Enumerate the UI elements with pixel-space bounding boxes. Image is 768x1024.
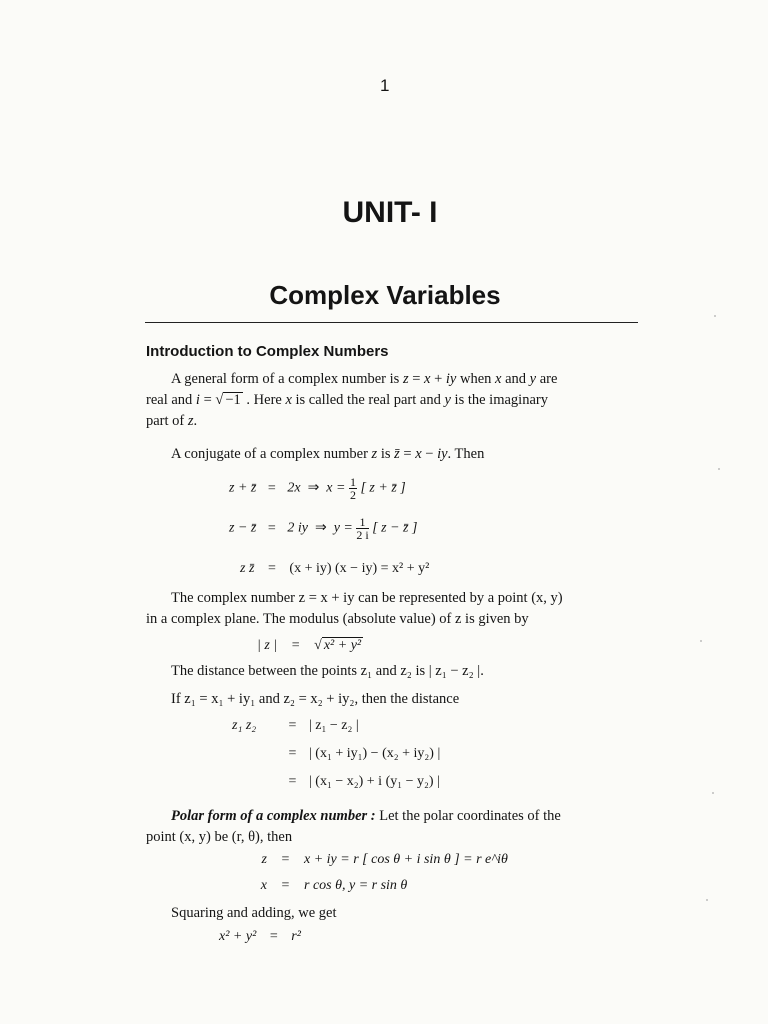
eq-lhs: | z | (257, 638, 278, 653)
distance-eq-2: = | (x₁ + iy₁) − (x₂ + iy₂) | (288, 746, 441, 761)
eq-lhs: z + z̄ (229, 480, 257, 496)
chapter-title: Complex Variables (269, 280, 501, 310)
polar-line-2: point (x, y) be (r, θ), then (146, 829, 293, 845)
intro-text: A general form of a complex number is (171, 371, 400, 387)
equation-diff: z − z̄ = 2 iy ⇒ y = $\frac{1}{2 i}$ [ z − z̄ ] (229, 515, 418, 542)
eq-result: x = (326, 480, 346, 496)
polar-eq-1: z = x + iy = r [ cos θ + i sin θ ] = r e^iθ (261, 852, 508, 867)
equation-product: z z̄ = (x + iy) (x − iy) = x² + y² (240, 561, 430, 576)
polar-eq-2: x = r cos θ, y = r sin θ (260, 878, 408, 893)
scan-speck (714, 315, 716, 317)
scan-speck (700, 640, 702, 642)
intro-text: when (460, 371, 492, 387)
intro-text: is the imaginary (454, 392, 548, 408)
equation-sum: z + z̄ = 2x ⇒ x = $\frac{1}{2}$ [ z + z̄ ] (229, 475, 406, 502)
intro-text: real and (146, 392, 193, 408)
intro-text: are (539, 371, 558, 387)
section-heading: Introduction to Complex Numbers (146, 343, 389, 360)
modulus-paragraph (146, 588, 641, 630)
intro-paragraph (146, 369, 641, 432)
eq-tail: [ z + z̄ ] (360, 480, 406, 496)
squaring-text: Squaring and adding, we get (171, 905, 337, 921)
eq-rhs: 2 iy (287, 520, 308, 536)
polar-heading: Polar form of a complex number : (171, 808, 376, 824)
polar-paragraph (146, 806, 641, 848)
intro-text: . Here (246, 392, 282, 408)
final-equation: x² + y² = r² (219, 929, 301, 944)
eq-result: y = (333, 520, 353, 536)
intro-text: and (505, 371, 527, 387)
intro-text: is called the real part and (295, 392, 441, 408)
distance-text: The distance between the points z₁ and z₂ is | z₁ − z₂ |. (171, 663, 484, 679)
intro-line-3: part of z. (146, 413, 198, 429)
distance-eq-1: z₁ z₂ = | z₁ − z₂ | (232, 718, 359, 733)
page-number: 1 (380, 76, 390, 95)
eq-tail: [ z − z̄ ] (372, 520, 418, 536)
scan-speck (712, 792, 714, 794)
eq-rhs: 2x (287, 480, 301, 496)
intro-text: part of (146, 413, 185, 429)
intro-line-2: real and i = √ −1 . Here x is called the real part and y is the imaginary (146, 392, 548, 408)
polar-line-1: Polar form of a complex number : Let the polar coordinates of the (171, 808, 561, 824)
intro-line-1: A general form of a complex number is z = x + iy when x and y are (171, 371, 558, 387)
eq-rhs: (x + iy) (x − iy) = x² + y² (289, 561, 430, 576)
distance-eq-3: = | (x₁ − x₂) + i (y₁ − y₂) | (288, 774, 440, 789)
fraction: $\frac{1}{2}$ (349, 475, 356, 502)
unit-title: UNIT- I (342, 196, 438, 229)
eq-rhs: x² + y² (323, 638, 362, 653)
modulus-line-2: in a complex plane. The modulus (absolute value) of z is given by (146, 611, 529, 627)
scan-speck (718, 468, 720, 470)
if-text: If z₁ = x₁ + iy₁ and z₂ = x₂ + iy₂, then the distance (171, 691, 460, 707)
modulus-line-1: The complex number z = x + iy can be represented by a point (x, y) (171, 590, 563, 606)
conjugate-text: A conjugate of a complex number z is z̄ = x − iy. Then (171, 446, 485, 462)
eq-lhs: z z̄ (240, 561, 255, 576)
equation-modulus: | z | = √ x² + y² (257, 638, 362, 653)
eq-lhs: z − z̄ (229, 520, 257, 536)
title-underline (145, 322, 638, 323)
scan-speck (706, 899, 708, 901)
fraction: $\frac{1}{2 i}$ (356, 515, 369, 542)
